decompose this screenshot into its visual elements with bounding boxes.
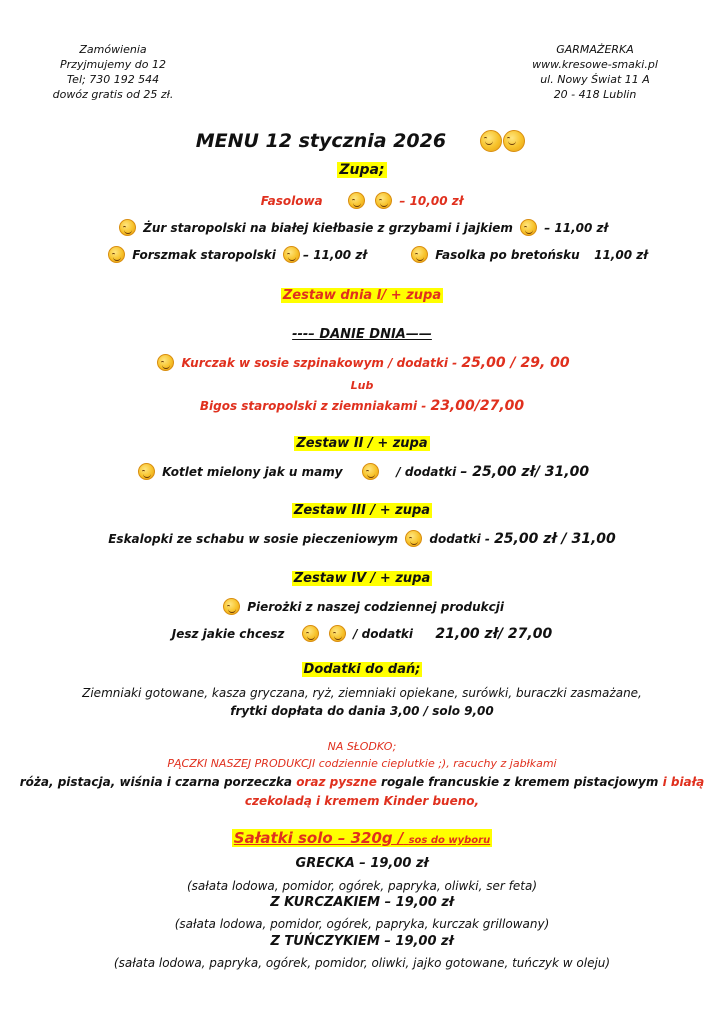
delivery-note: dowóz gratis od 25 zł. [52, 88, 174, 101]
sweet-heading: NA SŁODKO; [327, 740, 397, 753]
item-name: Bigos staropolski z ziemniakami - [199, 399, 431, 413]
wink-emoji-icon [520, 219, 537, 236]
wink-emoji-icon [157, 354, 174, 371]
wink-emoji-icon [329, 625, 346, 642]
wink-emoji-icon [503, 130, 525, 152]
soup-item-4 [408, 246, 648, 263]
wink-emoji-icon [108, 246, 125, 263]
sweet-connector-2: i białą [662, 775, 705, 789]
set1-subheading [0, 327, 724, 342]
wink-emoji-icon [283, 246, 300, 263]
set2-item [0, 463, 724, 480]
wink-emoji-icon [119, 219, 136, 236]
salads-heading [232, 829, 492, 847]
soup-heading: Zupa; [339, 162, 385, 178]
item-name: Jesz jakie chcesz [171, 627, 285, 641]
item-name: Fasolowa [260, 194, 323, 208]
salads-heading-row [0, 829, 724, 847]
sweet-line-1: PĄCZKI NASZEJ PRODUKCJI codziennie cieplutkie ;), racuchy z jabłkami [167, 757, 557, 770]
sweet-flavours: róża, pistacja, wiśnia i czarna porzeczka [19, 775, 297, 789]
item-price: 21,00 zł/ 27,00 [435, 626, 553, 642]
item-name: Kotlet mielony jak u mamy [162, 465, 343, 479]
or-label: Lub [350, 379, 374, 392]
wink-emoji-icon [405, 530, 422, 547]
sweet-line-2 [0, 775, 724, 789]
soup-item-3 [105, 246, 367, 263]
soup-item-1 [0, 192, 724, 209]
set4-item-2 [0, 625, 724, 642]
sweet-croissants: rogale francuskie z kremem pistacjowym [376, 775, 663, 789]
menu-title-row [0, 130, 724, 152]
set4-heading: Zestaw IV / + zupa [293, 571, 431, 586]
shop-name: GARMAŻERKA [556, 43, 634, 56]
salad-1-name: GRECKA – 19,00 zł [295, 856, 429, 871]
item-extras: / dodatki [353, 627, 414, 641]
phone: Tel; 730 192 544 [66, 73, 160, 86]
item-name: Forszmak staropolski [132, 248, 276, 262]
wink-emoji-icon [138, 463, 155, 480]
item-name: Pierożki z naszej codziennej produkcji [247, 600, 504, 614]
sides-line-1: Ziemniaki gotowane, kasza gryczana, ryż, ziemniaki opiekane, surówki, buraczki zasmażane, [82, 686, 642, 700]
wink-emoji-icon [480, 130, 502, 152]
salad-3-name: Z TUŃCZYKIEM – 19,00 zł [270, 934, 454, 949]
wink-emoji-icon [362, 463, 379, 480]
sweet-line-3: czekoladą i kremem Kinder bueno, [244, 794, 480, 808]
salad-2-name: Z KURCZAKIEM – 19,00 zł [270, 895, 454, 910]
item-extras: / dodatki - [383, 356, 462, 370]
wink-emoji-icon [348, 192, 365, 209]
item-price: 25,00 / 29, 00 [461, 355, 570, 371]
set2-heading: Zestaw II / + zupa [296, 436, 428, 451]
set3-item [0, 530, 724, 547]
order-hours: Przyjmujemy do 12 [60, 58, 166, 71]
sides-line-2: frytki dopłata do dania 3,00 / solo 9,00 [230, 704, 494, 718]
set1-item-2 [0, 398, 724, 414]
salads-heading-text: Sałatki solo – 320g / [233, 829, 404, 847]
set3-heading-row [0, 503, 724, 518]
header-right [520, 42, 670, 102]
set2-heading-row [0, 436, 724, 451]
salad-3-desc: (sałata lodowa, papryka, ogórek, pomidor, oliwki, jajko gotowane, tuńczyk w oleju) [113, 956, 611, 970]
address-city: 20 - 418 Lublin [553, 88, 637, 101]
sweet-connector: oraz pyszne [296, 775, 377, 789]
item-price: – 25,00 zł/ 31,00 [460, 464, 590, 480]
set4-item-1 [0, 598, 724, 615]
salad-2-desc: (sałata lodowa, pomidor, ogórek, papryka, kurczak grillowany) [174, 917, 550, 931]
salads-heading-note: sos do wyboru [408, 835, 491, 846]
sides-heading-row [0, 662, 724, 677]
wink-emoji-icon [411, 246, 428, 263]
item-price: 11,00 zł [594, 248, 648, 262]
soup-item-2 [0, 219, 724, 236]
item-price: – 10,00 zł [399, 194, 464, 208]
website[interactable]: www.kresowe-smaki.pl [532, 58, 658, 71]
item-extras: dodatki - [429, 532, 495, 546]
item-name: Fasolka po bretońsku [435, 248, 580, 262]
set1-heading: Zestaw dnia I/ + zupa [282, 288, 442, 303]
set4-heading-row [0, 571, 724, 586]
item-price: – 11,00 zł [303, 248, 367, 262]
soup-heading-row [0, 162, 724, 178]
address-street: ul. Nowy Świat 11 A [540, 73, 650, 86]
header-left [38, 42, 188, 102]
set1-heading-row [0, 288, 724, 303]
order-label: Zamówienia [79, 43, 147, 56]
wink-emoji-icon [223, 598, 240, 615]
page-title: MENU 12 stycznia 2026 [195, 130, 447, 152]
item-extras: / dodatki [396, 465, 461, 479]
wink-emoji-icon [302, 625, 319, 642]
daily-dish-heading: ---– DANIE DNIA—— [292, 327, 432, 342]
set3-heading: Zestaw III / + zupa [293, 503, 431, 518]
sides-heading: Dodatki do dań; [303, 662, 421, 677]
item-price: 23,00/27,00 [430, 398, 525, 414]
item-name: Eskalopki ze schabu w sosie pieczeniowym [108, 532, 398, 546]
salad-1-desc: (sałata lodowa, pomidor, ogórek, papryka, oliwki, ser feta) [186, 879, 537, 893]
set1-item-1 [0, 354, 724, 371]
wink-emoji-icon [375, 192, 392, 209]
item-price: 25,00 zł / 31,00 [494, 531, 616, 547]
item-name: Żur staropolski na białej kiełbasie z grzybami i jajkiem [143, 221, 513, 235]
item-name: Kurczak w sosie szpinakowym [181, 356, 384, 370]
item-price: – 11,00 zł [544, 221, 609, 235]
